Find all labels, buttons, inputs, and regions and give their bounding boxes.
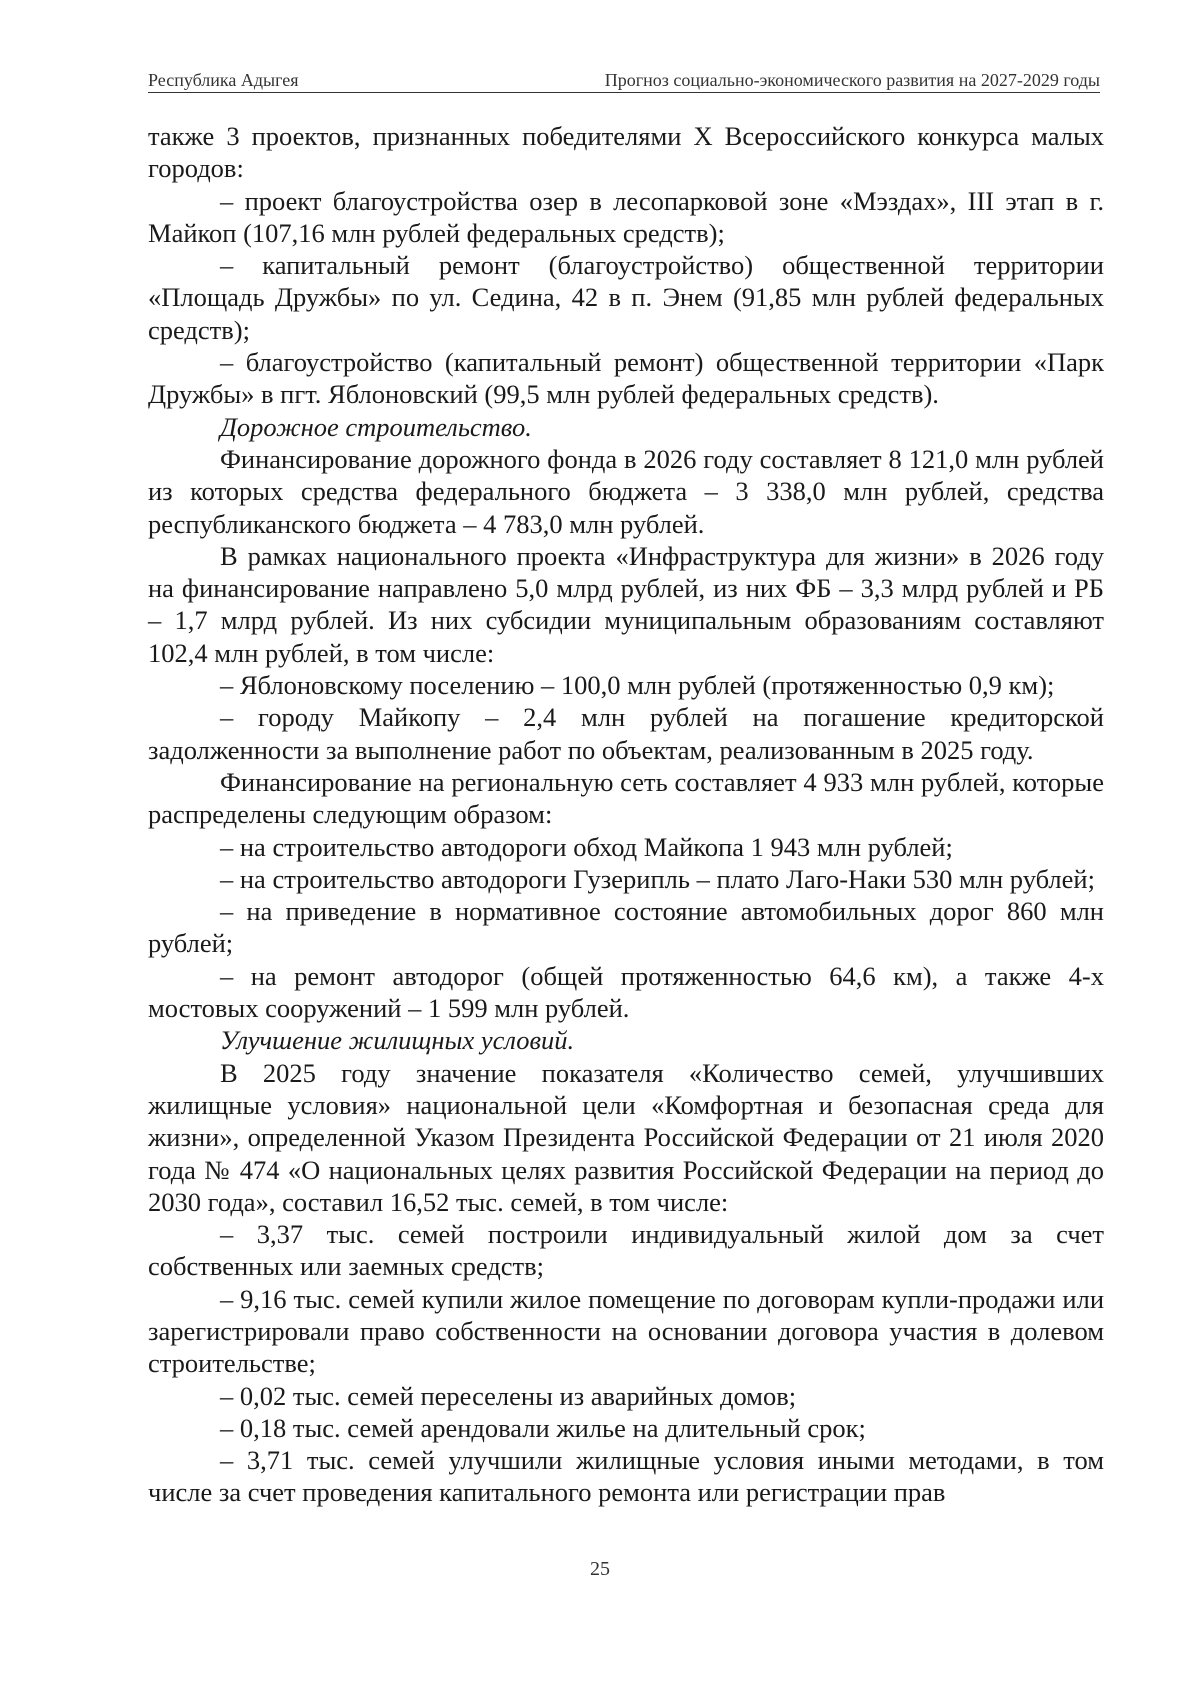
- paragraph: – на строительство автодороги Гузерипль – плато Лаго-Наки 530 млн рублей;: [220, 863, 1095, 894]
- paragraph: также 3 проектов, признанных победителями X Всероссийского конкурса малых городов:: [148, 121, 1104, 184]
- paragraph: – городу Майкопу – 2,4 млн рублей на погашение кредиторской задолженности за выполнение работ по объектам, реализованным в 2025 году.: [148, 702, 1104, 765]
- section-heading: Улучшение жилищных условий.: [220, 1025, 575, 1056]
- header-report-title: Прогноз социально-экономического развития на 2027-2029 годы: [604, 70, 1100, 90]
- paragraph: – Яблоновскому поселению – 100,0 млн рублей (протяженностью 0,9 км);: [220, 670, 1055, 701]
- paragraph: – на строительство автодороги обход Майкопа 1 943 млн рублей;: [220, 831, 953, 862]
- paragraph: – 9,16 тыс. семей купили жилое помещение по договорам купли-продажи или зарегистрировали право собственности на основании договора участия в долевом строительстве;: [148, 1283, 1104, 1379]
- body-text: [148, 120, 1104, 1509]
- paragraph: Финансирование дорожного фонда в 2026 году составляет 8 121,0 млн рублей из которых средства федерального бюджета – 3 338,0 млн рублей, средства республиканского бюджета – 4 783,0 млн рублей.: [148, 443, 1104, 539]
- page-number: 25: [590, 1558, 610, 1580]
- paragraph: – капитальный ремонт (благоустройство) общественной территории «Площадь Дружбы» по ул. Седина, 42 в п. Энем (91,85 млн рублей федеральных средств);: [148, 250, 1104, 345]
- paragraph: – 3,37 тыс. семей построили индивидуальный жилой дом за счет собственных или заемных средств;: [148, 1219, 1104, 1282]
- running-header: [148, 70, 1100, 93]
- paragraph: – 0,02 тыс. семей переселены из аварийных домов;: [220, 1380, 797, 1411]
- header-region: Республика Адыгея: [148, 70, 299, 90]
- paragraph: – на приведение в нормативное состояние автомобильных дорог 860 млн рублей;: [148, 896, 1104, 959]
- paragraph: – благоустройство (капитальный ремонт) общественной территории «Парк Дружбы» в пгт. Яблоновский (99,5 млн рублей федеральных средств).: [148, 347, 1104, 410]
- paragraph: – 3,71 тыс. семей улучшили жилищные условия иными методами, в том числе за счет проведения капитального ремонта или регистрации прав: [148, 1445, 1104, 1508]
- paragraph: – на ремонт автодорог (общей протяженностью 64,6 км), а также 4-х мостовых сооружений – 1 599 млн рублей.: [148, 960, 1104, 1024]
- paragraph: – 0,18 тыс. семей арендовали жилье на длительный срок;: [220, 1412, 866, 1443]
- paragraph: В 2025 году значение показателя «Количество семей, улучшивших жилищные условия» национальной цели «Комфортная и безопасная среда для жизни», определенной Указом Президента Российской Федерации от 21 июля 2020 года № 474 «О национальных целях развития Российской Федерации на период до 2030 года», составил 16,52 тыс. семей, в том числе:: [148, 1057, 1104, 1217]
- paragraph: Финансирование на региональную сеть составляет 4 933 млн рублей, которые распределены следующим образом:: [148, 766, 1104, 830]
- paragraph: – проект благоустройства озер в лесопарковой зоне «Мэздах», III этап в г. Майкоп (107,16 млн рублей федеральных средств);: [148, 185, 1104, 248]
- section-heading: Дорожное строительство.: [220, 411, 532, 442]
- paragraph: В рамках национального проекта «Инфраструктура для жизни» в 2026 году на финансирование направлено 5,0 млрд рублей, из них ФБ – 3,3 млрд рублей и РБ – 1,7 млрд рублей. Из них субсидии муниципальным образованиям составляют 102,4 млн рублей, в том числе:: [148, 540, 1104, 668]
